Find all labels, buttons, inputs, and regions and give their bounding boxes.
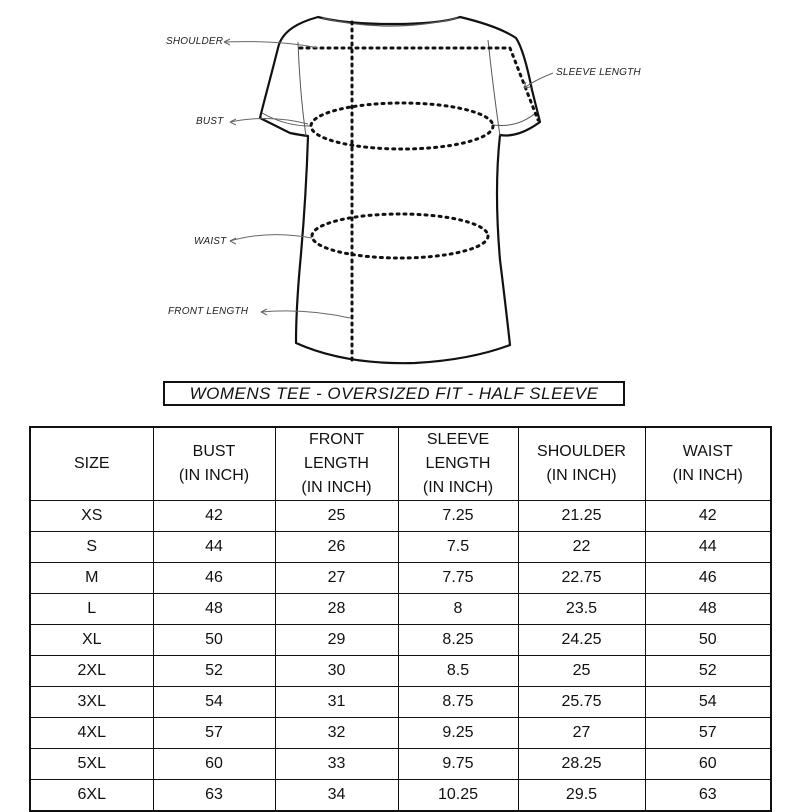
- cell-bust: 63: [153, 780, 275, 812]
- cell-size: 5XL: [30, 749, 153, 780]
- tshirt-diagram: [0, 0, 800, 380]
- cell-front-length: 25: [275, 501, 398, 532]
- header-text: SLEEVE: [426, 431, 490, 448]
- header-shoulder: [518, 427, 645, 501]
- cell-shoulder: 25.75: [518, 687, 645, 718]
- cell-shoulder: 27: [518, 718, 645, 749]
- table-row: [30, 749, 771, 780]
- table-row: [30, 594, 771, 625]
- table-row: [30, 625, 771, 656]
- waist-label: WAIST: [194, 236, 227, 247]
- cell-size: L: [30, 594, 153, 625]
- cell-shoulder: 21.25: [518, 501, 645, 532]
- cell-size: XL: [30, 625, 153, 656]
- sleeve-length-label: SLEEVE LENGTH: [556, 67, 641, 78]
- cell-front-length: 26: [275, 532, 398, 563]
- cell-front-length: 31: [275, 687, 398, 718]
- header-bust: [153, 427, 275, 501]
- table-row: [30, 532, 771, 563]
- cell-size: 4XL: [30, 718, 153, 749]
- cell-size: XS: [30, 501, 153, 532]
- table-header-row: [30, 427, 771, 501]
- cell-shoulder: 23.5: [518, 594, 645, 625]
- front-length-arrow: [261, 311, 350, 318]
- cell-shoulder: 24.25: [518, 625, 645, 656]
- cell-bust: 50: [153, 625, 275, 656]
- cell-front-length: 33: [275, 749, 398, 780]
- cell-size: 3XL: [30, 687, 153, 718]
- cell-sleeve-length: 7.25: [398, 501, 518, 532]
- bust-label: BUST: [196, 116, 224, 127]
- cell-bust: 54: [153, 687, 275, 718]
- cell-size: 2XL: [30, 656, 153, 687]
- cell-front-length: 27: [275, 563, 398, 594]
- cell-sleeve-length: 7.5: [398, 532, 518, 563]
- header-sleeve-length: [398, 427, 518, 501]
- table-row: [30, 718, 771, 749]
- cell-sleeve-length: 8.25: [398, 625, 518, 656]
- cell-sleeve-length: 7.75: [398, 563, 518, 594]
- header-size: [30, 427, 153, 501]
- cell-shoulder: 29.5: [518, 780, 645, 812]
- cell-bust: 57: [153, 718, 275, 749]
- cell-bust: 52: [153, 656, 275, 687]
- cell-waist: 44: [645, 532, 771, 563]
- bust-measure-ellipse: [311, 103, 493, 149]
- cell-sleeve-length: 8.75: [398, 687, 518, 718]
- front-length-label: FRONT LENGTH: [168, 306, 249, 317]
- cell-front-length: 28: [275, 594, 398, 625]
- cell-sleeve-length: 9.75: [398, 749, 518, 780]
- waist-measure-ellipse: [312, 214, 488, 258]
- header-text: FRONT: [308, 431, 365, 448]
- header-text: LENGTH: [304, 455, 369, 472]
- cell-bust: 44: [153, 532, 275, 563]
- table-row: [30, 563, 771, 594]
- right-sleeve-cuff: [494, 112, 537, 125]
- header-text: (IN INCH): [301, 479, 372, 496]
- cell-waist: 63: [645, 780, 771, 812]
- table-row: [30, 687, 771, 718]
- cell-waist: 52: [645, 656, 771, 687]
- cell-sleeve-length: 8: [398, 594, 518, 625]
- cell-shoulder: 22.75: [518, 563, 645, 594]
- cell-shoulder: 28.25: [518, 749, 645, 780]
- cell-waist: 48: [645, 594, 771, 625]
- header-text: SIZE: [73, 455, 110, 472]
- header-text: (IN INCH): [672, 467, 743, 484]
- cell-size: S: [30, 532, 153, 563]
- cell-waist: 46: [645, 563, 771, 594]
- cell-bust: 48: [153, 594, 275, 625]
- cell-sleeve-length: 10.25: [398, 780, 518, 812]
- cell-size: M: [30, 563, 153, 594]
- cell-waist: 42: [645, 501, 771, 532]
- cell-bust: 46: [153, 563, 275, 594]
- cell-bust: 42: [153, 501, 275, 532]
- header-text: BUST: [192, 443, 236, 460]
- cell-waist: 50: [645, 625, 771, 656]
- cell-bust: 60: [153, 749, 275, 780]
- shoulder-label: SHOULDER: [166, 36, 224, 47]
- header-text: SHOULDER: [537, 443, 626, 460]
- cell-waist: 57: [645, 718, 771, 749]
- cell-sleeve-length: 8.5: [398, 656, 518, 687]
- shoulder-arrow: [224, 42, 318, 48]
- chart-title: WOMENS TEE - OVERSIZED FIT - HALF SLEEVE: [163, 381, 625, 406]
- table-row: [30, 501, 771, 532]
- cell-front-length: 34: [275, 780, 398, 812]
- cell-shoulder: 22: [518, 532, 645, 563]
- header-front-length: [275, 427, 398, 501]
- header-waist: [645, 427, 771, 501]
- header-text: WAIST: [682, 443, 733, 460]
- cell-front-length: 32: [275, 718, 398, 749]
- cell-size: 6XL: [30, 780, 153, 812]
- table-row: [30, 780, 771, 812]
- cell-front-length: 30: [275, 656, 398, 687]
- cell-shoulder: 25: [518, 656, 645, 687]
- cell-sleeve-length: 9.25: [398, 718, 518, 749]
- header-text: LENGTH: [425, 455, 491, 472]
- size-chart-table: [29, 426, 772, 812]
- cell-waist: 60: [645, 749, 771, 780]
- waist-arrow: [230, 235, 312, 241]
- header-text: (IN INCH): [422, 479, 494, 496]
- table-row: [30, 656, 771, 687]
- header-text: (IN INCH): [178, 467, 250, 484]
- cell-front-length: 29: [275, 625, 398, 656]
- header-text: (IN INCH): [546, 467, 617, 484]
- cell-waist: 54: [645, 687, 771, 718]
